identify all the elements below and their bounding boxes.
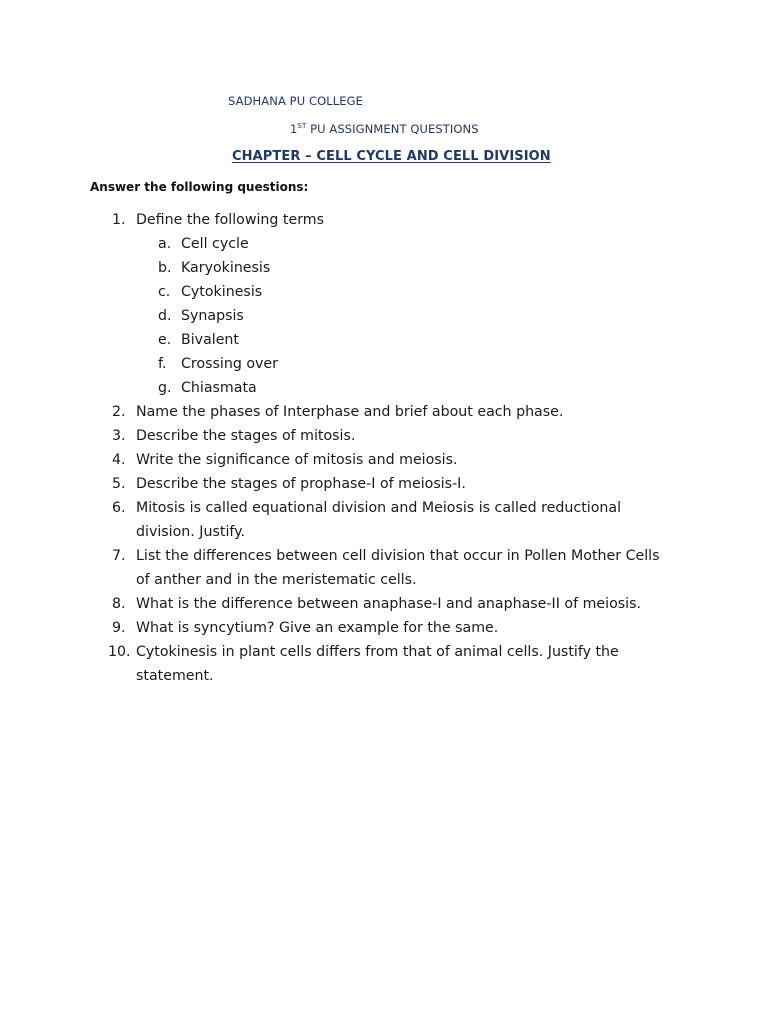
question-number: 4.	[112, 452, 126, 468]
term-item	[0, 232, 768, 256]
term-item	[0, 328, 768, 352]
term-text: Cell cycle	[181, 236, 249, 252]
term-letter: b.	[158, 260, 172, 276]
term-text: Crossing over	[181, 356, 278, 372]
term-item	[0, 256, 768, 280]
term-text: Chiasmata	[181, 380, 257, 396]
question-number: 10.	[108, 644, 131, 660]
question-item	[0, 400, 768, 424]
question-item	[0, 640, 768, 664]
question-text-continued: division. Justify.	[136, 524, 246, 540]
question-number: 2.	[112, 404, 126, 420]
question-text-continued: of anther and in the meristematic cells.	[136, 572, 417, 588]
assignment-heading	[290, 122, 479, 136]
assignment-title: PU ASSIGNMENT QUESTIONS	[306, 122, 479, 136]
term-text: Synapsis	[181, 308, 244, 324]
assignment-ordinal: ST	[297, 122, 307, 131]
question-text: Mitosis is called equational division and Meiosis is called reductional	[136, 500, 622, 516]
question-text-continued: statement.	[136, 668, 214, 684]
question-text: What is the difference between anaphase-I and anaphase-II of meiosis.	[136, 596, 641, 612]
question-number: 8.	[112, 596, 126, 612]
term-letter: f.	[158, 356, 167, 372]
question-text: Describe the stages of mitosis.	[136, 428, 356, 444]
question-item	[0, 496, 768, 520]
instruction-text: Answer the following questions:	[90, 180, 309, 194]
term-letter: a.	[158, 236, 172, 252]
question-number: 9.	[112, 620, 126, 636]
term-item	[0, 304, 768, 328]
question-text: Write the significance of mitosis and meiosis.	[136, 452, 458, 468]
question-list	[0, 208, 768, 688]
term-text: Cytokinesis	[181, 284, 263, 300]
question-continuation	[0, 664, 768, 688]
question-number: 5.	[112, 476, 126, 492]
assignment-number: 1	[290, 122, 298, 136]
term-letter: g.	[158, 380, 172, 396]
term-item	[0, 280, 768, 304]
question-text: Describe the stages of prophase-I of meiosis-I.	[136, 476, 466, 492]
term-item	[0, 376, 768, 400]
term-letter: d.	[158, 308, 172, 324]
term-item	[0, 352, 768, 376]
question-continuation	[0, 568, 768, 592]
question-number: 6.	[112, 500, 126, 516]
question-text: Cytokinesis in plant cells differs from that of animal cells. Justify the	[136, 644, 619, 660]
question-item	[0, 424, 768, 448]
question-text: Define the following terms	[136, 212, 324, 228]
question-number: 7.	[112, 548, 126, 564]
question-item	[0, 592, 768, 616]
question-text: Name the phases of Interphase and brief about each phase.	[136, 404, 564, 420]
question-continuation	[0, 520, 768, 544]
term-letter: c.	[158, 284, 171, 300]
question-item	[0, 208, 768, 232]
question-number: 3.	[112, 428, 126, 444]
question-text: List the differences between cell division that occur in Pollen Mother Cells	[136, 548, 660, 564]
question-item	[0, 616, 768, 640]
question-number: 1.	[112, 212, 126, 228]
question-item	[0, 544, 768, 568]
term-text: Bivalent	[181, 332, 239, 348]
question-text: What is syncytium? Give an example for the same.	[136, 620, 499, 636]
college-name: SADHANA PU COLLEGE	[228, 94, 364, 108]
term-text: Karyokinesis	[181, 260, 271, 276]
term-letter: e.	[158, 332, 172, 348]
chapter-title: CHAPTER – CELL CYCLE AND CELL DIVISION	[232, 149, 551, 164]
question-item	[0, 448, 768, 472]
question-item	[0, 472, 768, 496]
